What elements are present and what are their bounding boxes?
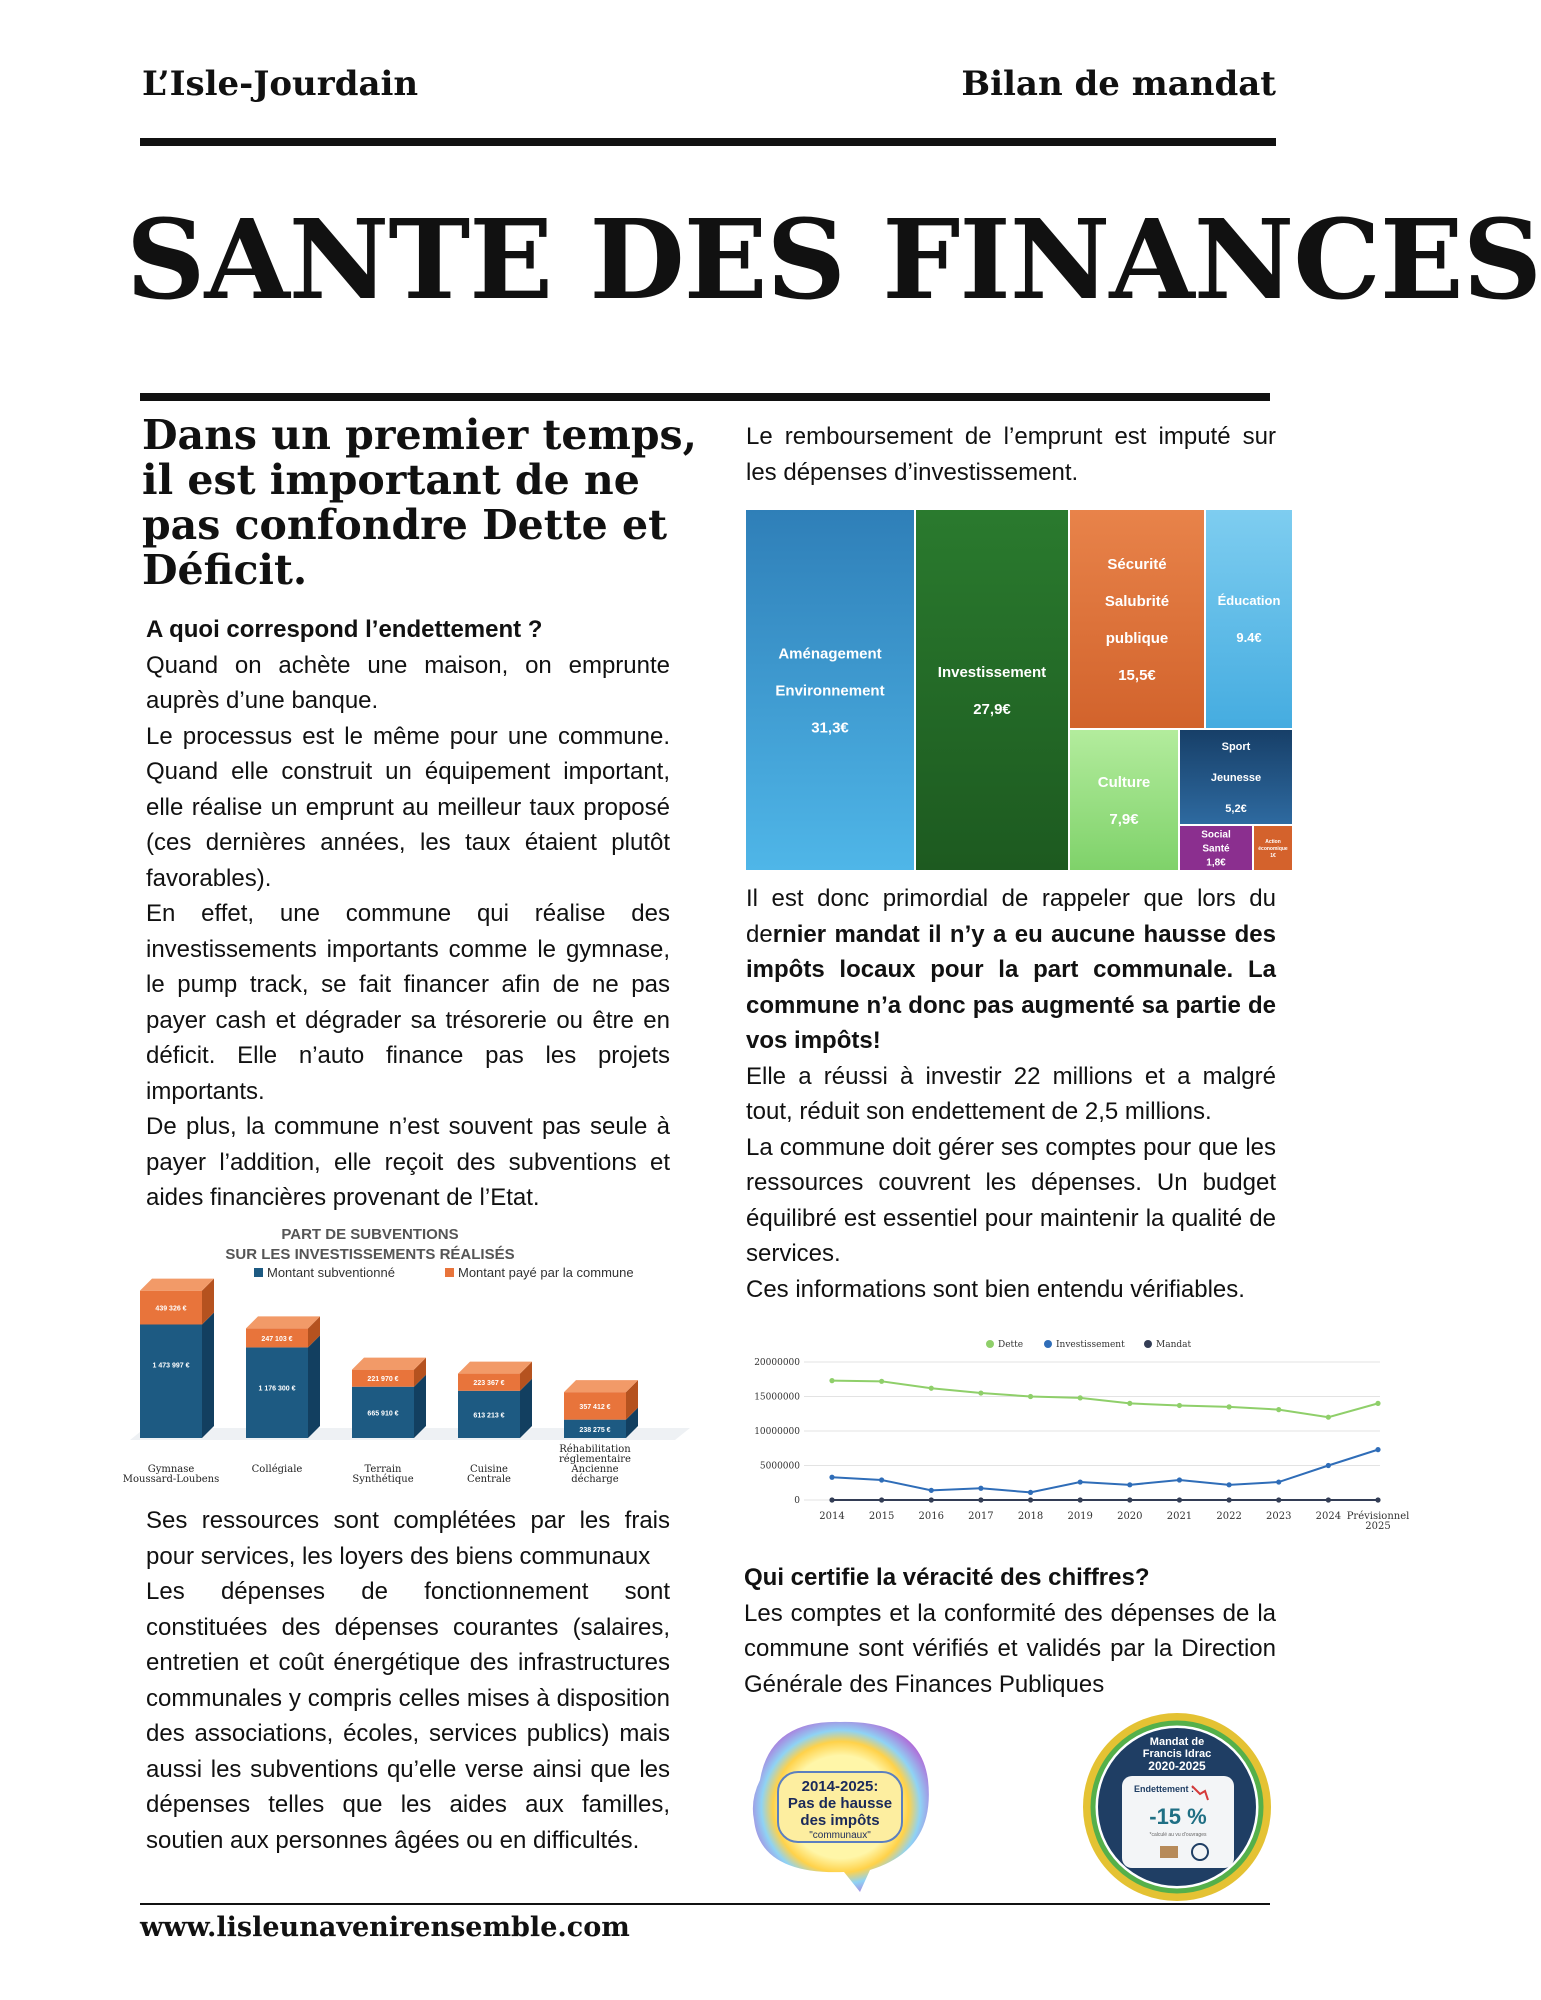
budget-treemap	[746, 510, 1292, 870]
treemap-label: Social	[1201, 829, 1231, 841]
legend-label: Dette	[998, 1340, 1024, 1350]
right-intro	[746, 419, 1276, 490]
series-point	[1028, 1394, 1033, 1399]
series-point	[1127, 1401, 1132, 1406]
bar-subsidized-side	[308, 1335, 320, 1438]
treemap-label: Santé	[1202, 843, 1230, 855]
header-section: Bilan de mandat	[961, 64, 1276, 104]
category-label: Moussard-Loubens	[122, 1474, 220, 1485]
series-point	[1078, 1497, 1083, 1502]
no-tax-increase-badge	[740, 1710, 940, 1900]
series-point	[929, 1488, 934, 1493]
x-tick-label: 2016	[918, 1511, 944, 1522]
badge1-line2: Pas de hausse	[787, 1795, 893, 1812]
title-divider	[140, 393, 1270, 401]
legend-subsidized: Montant subventionné	[267, 1265, 395, 1280]
bar-commune-top	[564, 1380, 638, 1392]
subsidies-bars	[140, 1279, 638, 1438]
x-tick-label: 2025	[1365, 1521, 1391, 1532]
paragraph: Le processus est le même pour une commune. Quand elle construit un équipement important, elle réalise un emprunt au meilleur taux proposé (ces dernières années, les taux étaient plutôt favorables).	[146, 722, 670, 892]
top-divider	[140, 138, 1276, 146]
left-text-block	[146, 612, 670, 1216]
treemap-label: 31,3€	[811, 719, 849, 737]
bar-commune-label: 439 326 €	[155, 1305, 187, 1313]
bar-subsidized-label: 238 275 €	[579, 1426, 611, 1434]
y-tick-label: 20000000	[754, 1358, 800, 1368]
paragraph: La commune doit gérer ses comptes pour que les ressources couvrent les dépenses. Un budget équilibré est essentiel pour maintenir la qualité de services.	[746, 1133, 1276, 1267]
series-point	[879, 1379, 884, 1384]
badge2-label: Endettement :	[1134, 1784, 1195, 1794]
legend-label: Mandat	[1156, 1340, 1192, 1350]
series-point	[1276, 1479, 1281, 1484]
paragraph: Les comptes et la conformité des dépenses de la commune sont vérifiés et validés par la Direction Générale des Finances Publiques	[744, 1599, 1276, 1698]
series-line	[832, 1450, 1378, 1493]
right-text-block	[746, 881, 1276, 1307]
bar-commune-top	[140, 1279, 214, 1291]
subsidies-chart-subtitle: SUR LES INVESTISSEMENTS RÉALISÉS	[225, 1246, 515, 1263]
bar-commune-label: 357 412 €	[579, 1403, 611, 1411]
bar-subsidized-label: 1 176 300 €	[258, 1385, 296, 1393]
category-label: Terrain	[364, 1464, 402, 1475]
series-point	[829, 1378, 834, 1383]
x-tick-label: 2018	[1017, 1511, 1044, 1522]
debt-reduction-badge	[1082, 1712, 1272, 1902]
x-tick-label: 2014	[819, 1511, 845, 1522]
series-point	[879, 1497, 884, 1502]
bar-subsidized	[246, 1347, 308, 1438]
treemap-label: 15,5€	[1118, 666, 1156, 684]
series-point	[978, 1486, 983, 1491]
treemap-label: 1€	[1270, 852, 1276, 859]
category-label: réglementaire	[559, 1454, 631, 1465]
category-label: Gymnase	[147, 1464, 195, 1475]
legend-marker	[986, 1340, 994, 1348]
paragraph: En effet, une commune qui réalise des investissements importants comme le gymnase, le pump track, se fait financer afin de ne pas payer cash et dégrader sa trésorerie ou être en déficit. Elle n’auto finance pas les projets importants.	[146, 900, 670, 1105]
bar-subsidized-label: 1 473 997 €	[152, 1362, 190, 1370]
category-label: Cuisine	[470, 1464, 508, 1475]
paragraph: Ses ressources sont complétées par les frais pour services, les loyers des biens communaux	[146, 1507, 670, 1570]
legend-label: Investissement	[1056, 1340, 1125, 1350]
series-point	[1226, 1482, 1231, 1487]
badge1-line1: 2014-2025:	[801, 1778, 879, 1795]
paragraph-no-tax-normal: Il est donc primordial de rappeler que lors du de	[746, 885, 1276, 948]
category-label: Collégiale	[251, 1464, 303, 1475]
header-town: L’Isle-Jourdain	[142, 64, 419, 104]
series-point	[829, 1497, 834, 1502]
lead-heading: Dans un premier temps, il est important de ne pas confondre Dette et Déficit.	[142, 411, 697, 594]
treemap-label: 5,2€	[1225, 802, 1247, 815]
bar-commune-top	[246, 1316, 320, 1328]
series-point	[978, 1497, 983, 1502]
paragraph: Le remboursement de l’emprunt est imputé sur les dépenses d’investissement.	[746, 423, 1276, 486]
series-point	[1127, 1497, 1132, 1502]
series-point	[1326, 1463, 1331, 1468]
category-label: Réhabilitation	[559, 1444, 631, 1455]
y-tick-label: 5000000	[759, 1461, 800, 1472]
treemap-label: Aménagement	[778, 645, 882, 663]
treemap-label: Sport	[1221, 740, 1251, 753]
treemap-box	[1070, 510, 1204, 728]
paragraph-no-tax	[746, 881, 1276, 1059]
x-tick-label: 2015	[868, 1511, 895, 1522]
x-tick-label: 2019	[1067, 1511, 1093, 1522]
bar-subsidized-label: 665 910 €	[367, 1410, 399, 1418]
line-chart-legend	[986, 1340, 1192, 1350]
legend-marker	[1144, 1340, 1152, 1348]
series-point	[1028, 1497, 1033, 1502]
series-point	[1276, 1497, 1281, 1502]
subsidies-categories	[123, 1444, 632, 1485]
subsidies-chart-title: PART DE SUBVENTIONS	[281, 1226, 459, 1243]
treemap-label: Salubrité	[1104, 592, 1170, 610]
paragraph: Les dépenses de fonctionnement sont constituées des dépenses courantes (salaires, entretien et coût énergétique des infrastructures communales y compris celles mises à disposition des associations, écoles, services publics) mais aussi les subventions qu’elle verse ainsi que les dépenses telles que les aides aux familles, soutien aux personnes âgées ou en difficultés.	[146, 1578, 670, 1854]
treemap-label: 27,9€	[973, 700, 1011, 718]
treemap-label: 9.4€	[1236, 630, 1262, 646]
treemap-label: Sécurité	[1107, 555, 1167, 573]
treemap-label: Action	[1265, 838, 1281, 845]
x-tick-label: 2023	[1266, 1511, 1292, 1522]
treemap-label: 1,8€	[1206, 857, 1226, 869]
x-tick-label: Prévisionnel	[1346, 1511, 1410, 1522]
y-tick-label: 0	[794, 1496, 800, 1506]
badge2-line2: Francis Idrac	[1142, 1748, 1212, 1760]
x-tick-label: 2022	[1216, 1511, 1242, 1522]
treemap-box	[916, 510, 1068, 870]
treemap-label: économique	[1258, 845, 1288, 852]
paragraph: Ces informations sont bien entendu vérifiables.	[746, 1275, 1245, 1303]
series-point	[1375, 1497, 1380, 1502]
series-point	[1177, 1497, 1182, 1502]
badge2-line1: Mandat de	[1149, 1736, 1205, 1748]
series-point	[1375, 1401, 1380, 1406]
bar-commune-label: 223 367 €	[473, 1380, 505, 1388]
series-point	[1326, 1497, 1331, 1502]
paragraph: Quand on achète une maison, on emprunte auprès d’une banque.	[146, 651, 670, 714]
debt-line-chart	[720, 1330, 1410, 1550]
treemap-label: Culture	[1097, 773, 1151, 791]
series-point	[929, 1497, 934, 1502]
series-line	[832, 1381, 1378, 1418]
legend-marker	[1044, 1340, 1052, 1348]
treemap-box	[1070, 730, 1178, 870]
series-point	[1226, 1497, 1231, 1502]
series-point	[1177, 1477, 1182, 1482]
paragraph-no-tax-bold: rnier mandat il n’y a eu aucune hausse des impôts locaux pour la part communale. La commune n’a donc pas augmenté sa partie de vos impôts!	[746, 920, 1276, 1054]
series-point	[1226, 1404, 1231, 1409]
legend-swatch-commune	[445, 1268, 454, 1277]
x-tick-label: 2024	[1315, 1511, 1342, 1522]
series-point	[1028, 1490, 1033, 1495]
treemap-label: Environnement	[775, 682, 885, 700]
treemap-label: Investissement	[937, 663, 1047, 681]
bar-commune-top	[352, 1358, 426, 1370]
category-label: Ancienne	[571, 1464, 619, 1475]
series-point	[1375, 1447, 1380, 1452]
treemap-label: Éducation	[1217, 593, 1281, 609]
series-point	[1078, 1479, 1083, 1484]
x-tick-label: 2020	[1117, 1511, 1143, 1522]
footer-divider	[140, 1903, 1270, 1905]
x-tick-label: 2017	[968, 1511, 994, 1522]
badge2-value: -15 %	[1149, 1804, 1207, 1829]
page-title: SANTE DES FINANCES	[126, 195, 1541, 324]
badge2-note: *calculé au vu d’ouvrages	[1149, 1832, 1207, 1838]
category-label: décharge	[571, 1474, 619, 1485]
x-tick-label: 2021	[1166, 1511, 1193, 1522]
legend-swatch-subsidized	[254, 1268, 263, 1277]
series-point	[1127, 1482, 1132, 1487]
bar-commune-label: 221 970 €	[367, 1376, 399, 1384]
y-tick-label: 10000000	[754, 1427, 800, 1437]
legend-commune: Montant payé par la commune	[458, 1265, 634, 1280]
treemap-label: publique	[1105, 629, 1169, 647]
badge1-line3: des impôts	[800, 1812, 880, 1829]
paragraph: De plus, la commune n’est souvent pas seule à payer l’addition, elle reçoit des subventions et aides financières provenant de l’Etat.	[146, 1113, 670, 1211]
series-point	[929, 1386, 934, 1391]
treemap-box	[1206, 510, 1292, 728]
footer-url[interactable]: www.lisleunavenirensemble.com	[140, 1912, 630, 1943]
category-label: Synthétique	[352, 1474, 414, 1485]
city-icon	[1160, 1846, 1178, 1858]
category-label: Centrale	[467, 1474, 511, 1485]
bar-subsidized	[140, 1325, 202, 1438]
series-point	[1276, 1407, 1281, 1412]
treemap-label: 7,9€	[1109, 810, 1139, 828]
question-certify: Qui certifie la véracité des chiffres?	[744, 1564, 1150, 1591]
badge1-line4: "communaux"	[809, 1830, 871, 1841]
right-text-block-2	[744, 1560, 1276, 1702]
series-point	[1177, 1403, 1182, 1408]
series-point	[879, 1477, 884, 1482]
bar-commune-label: 247 103 €	[261, 1335, 293, 1343]
treemap-label: Jeunesse	[1210, 771, 1262, 784]
bar-subsidized-side	[202, 1313, 214, 1438]
series-point	[829, 1475, 834, 1480]
series-point	[1078, 1395, 1083, 1400]
subsidies-chart	[100, 1222, 700, 1512]
line-chart-xlabels	[819, 1511, 1409, 1532]
series-point	[1326, 1415, 1331, 1420]
question-debt: A quoi correspond l’endettement ?	[146, 616, 543, 643]
y-tick-label: 15000000	[754, 1392, 800, 1403]
bar-subsidized-label: 613 213 €	[473, 1412, 505, 1420]
badge2-line3: 2020-2025	[1148, 1759, 1206, 1773]
paragraph: Elle a réussi à investir 22 millions et a malgré tout, réduit son endettement de 2,5 millions.	[746, 1062, 1276, 1125]
left-text-block-2	[146, 1503, 670, 1858]
bar-commune-top	[458, 1362, 532, 1374]
series-point	[978, 1390, 983, 1395]
